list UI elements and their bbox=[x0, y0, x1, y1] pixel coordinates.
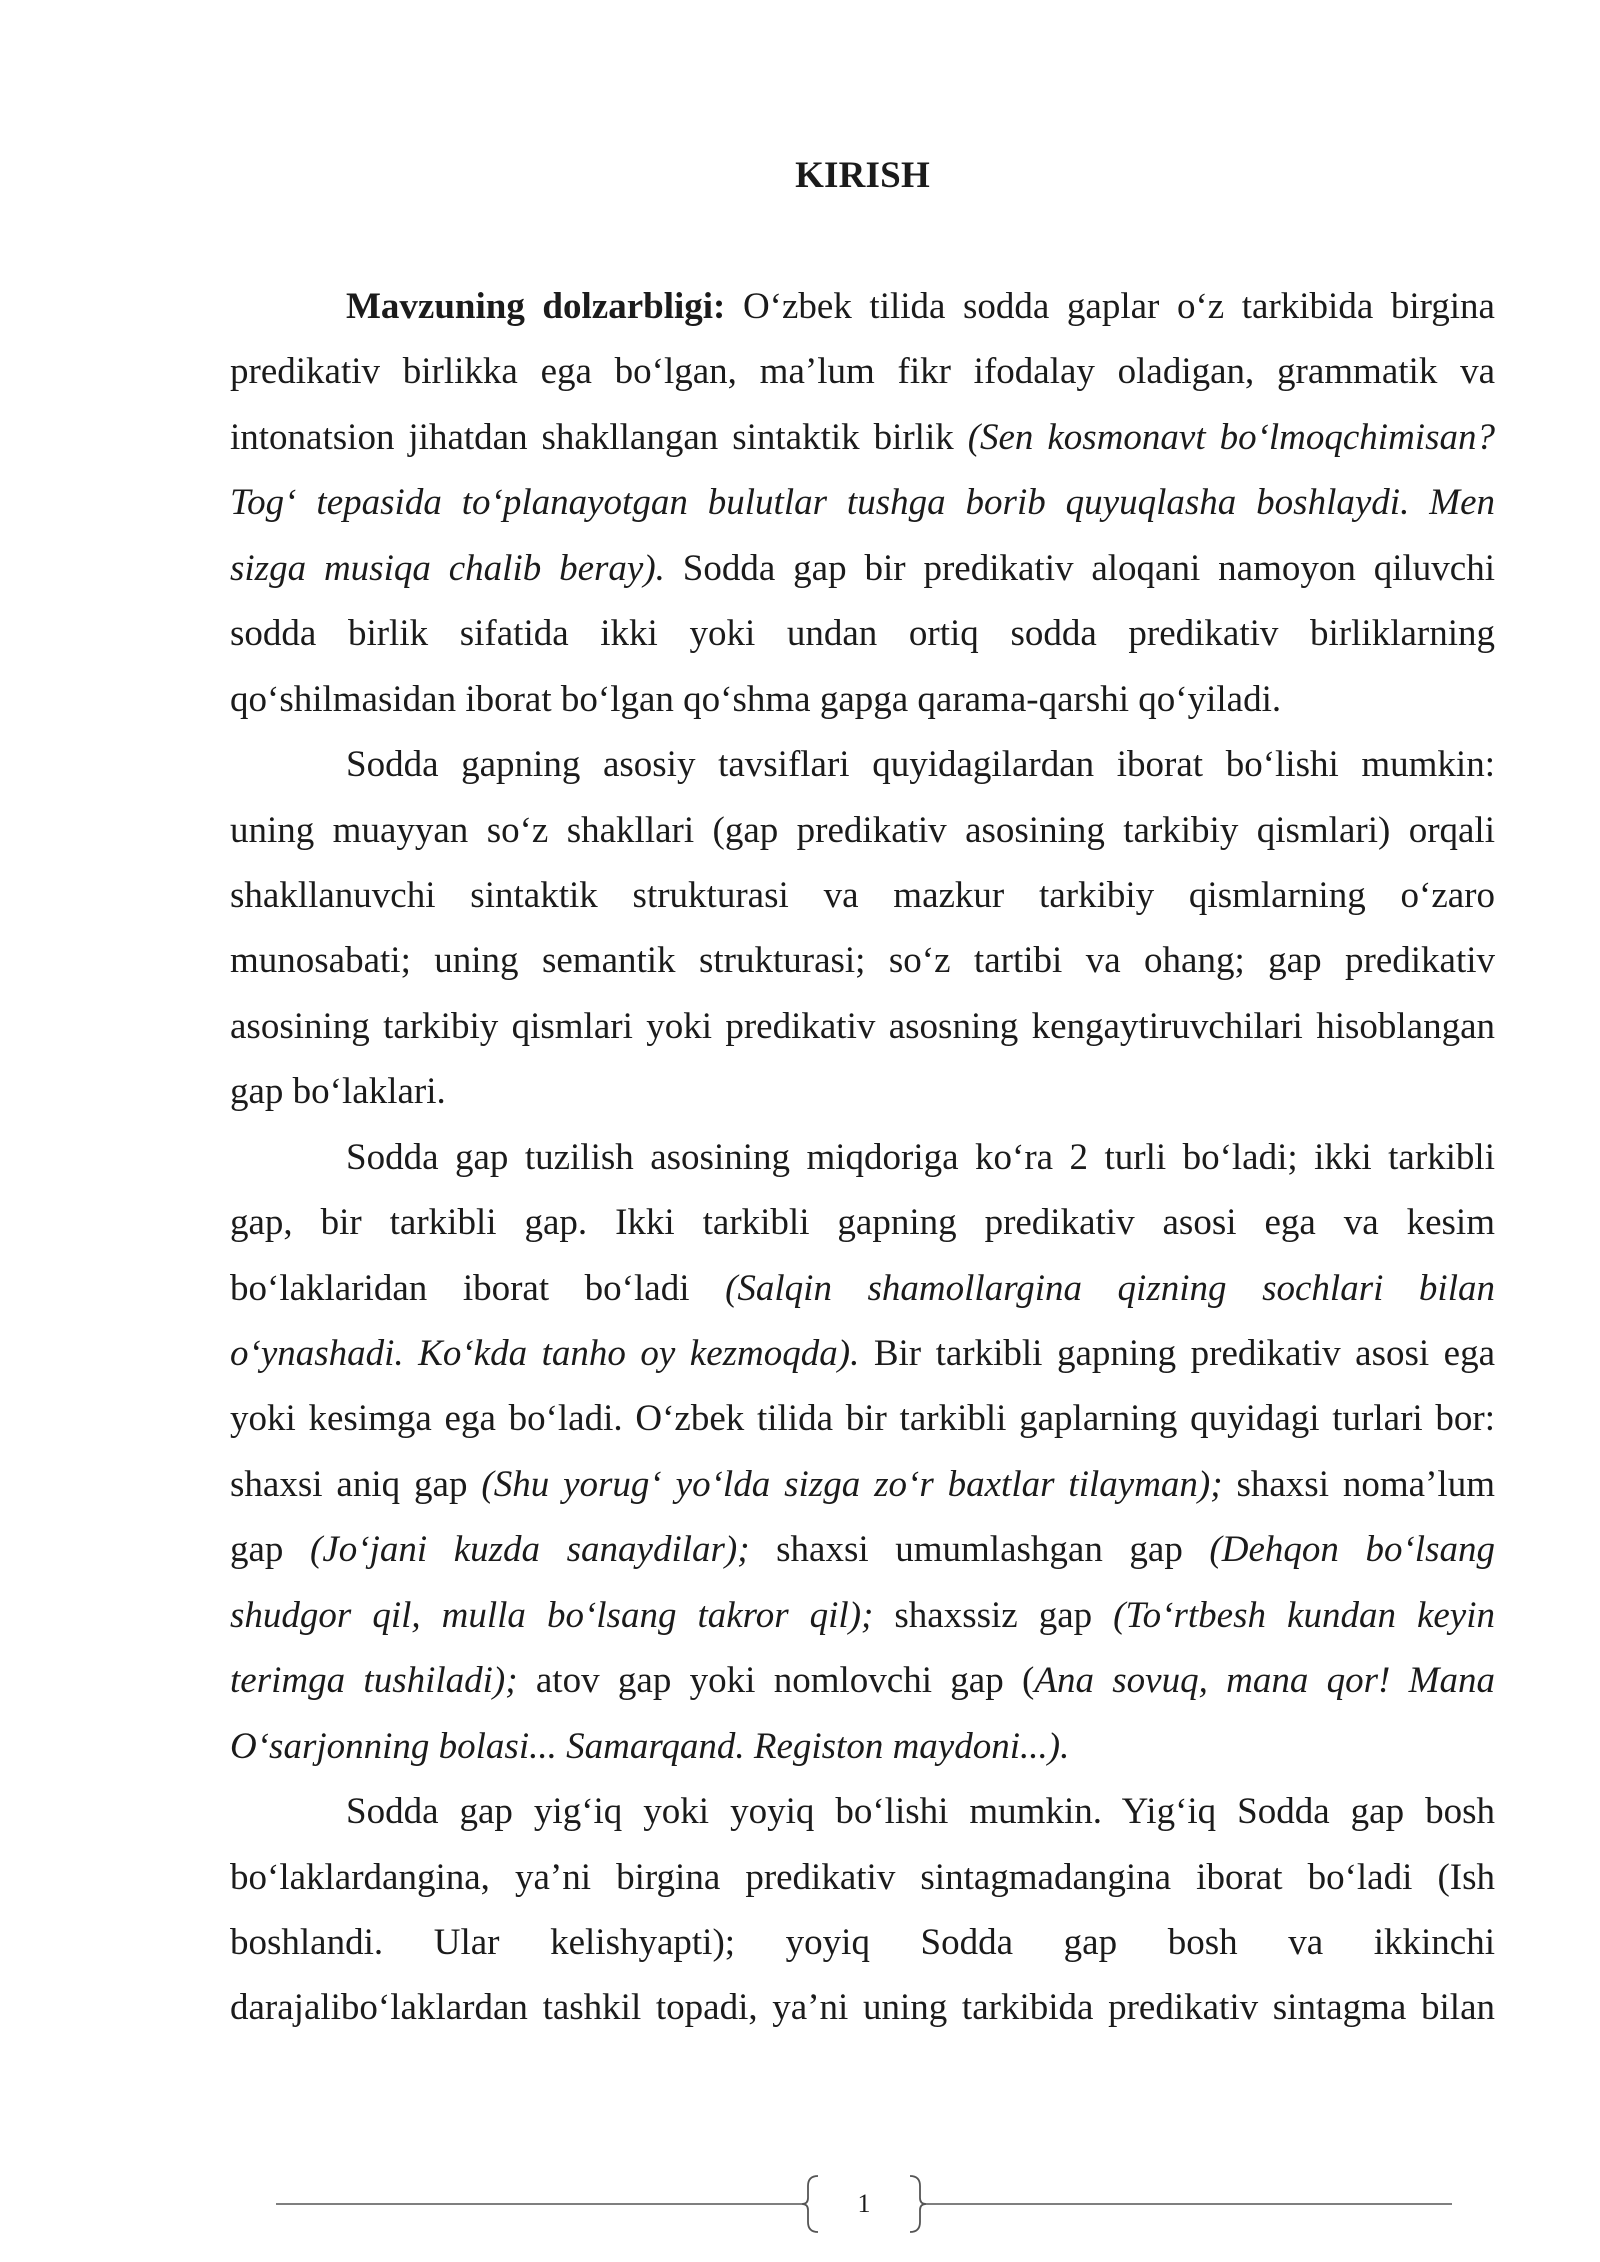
italic-text-run: (To‘rtbesh kundan keyin bbox=[1113, 1594, 1496, 1636]
text-line bbox=[230, 1714, 1495, 1779]
text-line bbox=[230, 863, 1495, 928]
text-run: yoki kesimga ega bo‘ladi. O‘zbek tilida bir tarkibli gaplarning quyidagi turlari bor: bbox=[230, 1398, 1495, 1440]
text-run: Sodda gap tuzilish asosining miqdoriga ko‘ra 2 turli bo‘ladi; ikki tarkibli bbox=[346, 1136, 1495, 1178]
text-line bbox=[230, 1648, 1495, 1713]
text-line bbox=[230, 536, 1495, 601]
text-line bbox=[230, 928, 1495, 993]
text-line bbox=[230, 1779, 1495, 1844]
text-run: Sodda gap yig‘iq yoki yoyiq bo‘lishi mumkin. Yig‘iq Sodda gap bosh bbox=[346, 1791, 1495, 1833]
text-line bbox=[230, 1256, 1495, 1321]
body-text bbox=[230, 274, 1495, 2041]
page-number: 1 bbox=[857, 2189, 871, 2218]
text-line bbox=[230, 339, 1495, 404]
text-run: shaxsi noma’lum bbox=[1222, 1463, 1495, 1505]
text-run: qo‘shilmasidan iborat bo‘lgan qo‘shma gapga qarama-qarshi qo‘yiladi. bbox=[230, 678, 1282, 720]
text-run: asosining tarkibiy qismlari yoki predikativ asosning kengaytiruvchilari hisoblangan bbox=[230, 1005, 1495, 1047]
text-run: sodda birlik sifatida ikki yoki undan ortiq sodda predikativ birliklarning bbox=[230, 613, 1495, 655]
paragraph bbox=[230, 1125, 1495, 1779]
text-run: gap bo‘laklari. bbox=[230, 1071, 446, 1113]
italic-text-run: o‘ynashadi. Ko‘kda tanho oy kezmoqda). bbox=[230, 1333, 860, 1374]
page-number-bracket-right bbox=[910, 2176, 926, 2232]
page-footer-ornament bbox=[0, 2160, 1600, 2250]
paragraph bbox=[230, 732, 1495, 1125]
text-run: Sodda gap bir predikativ aloqani namoyon qiluvchi bbox=[664, 547, 1495, 589]
italic-text-run: shudgor qil, mulla bo‘lsang takror qil); bbox=[230, 1594, 874, 1636]
text-run: boshlandi. Ular kelishyapti); yoyiq Sodda gap bosh va ikkinchi bbox=[230, 1921, 1495, 1963]
text-line bbox=[230, 1386, 1495, 1451]
italic-text-run: (Jo‘jani kuzda sanaydilar); bbox=[310, 1529, 750, 1571]
italic-text-run: (Sen kosmonavt bo‘lmoqchimisan? bbox=[967, 416, 1495, 458]
text-run: uning muayyan so‘z shakllari (gap predikativ asosining tarkibiy qismlari) orqali bbox=[230, 809, 1495, 851]
text-run: Sodda gapning asosiy tavsiflari quyidagilardan iborat bo‘lishi mumkin: bbox=[346, 744, 1495, 786]
text-run: intonatsion jihatdan shakllangan sintaktik birlik bbox=[230, 416, 968, 458]
italic-text-run: (Dehqon bo‘lsang bbox=[1209, 1529, 1495, 1571]
text-line bbox=[230, 994, 1495, 1059]
text-line bbox=[230, 1125, 1495, 1190]
italic-text-run: O‘sarjonning bolasi... Samarqand. Registon maydoni...). bbox=[230, 1725, 1070, 1767]
section-title: KIRISH bbox=[795, 155, 930, 196]
text-run: bo‘laklardangina, ya’ni birgina predikativ sintagmadangina iborat bo‘ladi (Ish bbox=[230, 1856, 1495, 1898]
text-line bbox=[230, 667, 1495, 732]
text-run: O‘zbek tilida sodda gaplar o‘z tarkibida birgina bbox=[725, 286, 1495, 327]
text-line bbox=[230, 1059, 1495, 1124]
text-line bbox=[230, 1517, 1495, 1582]
text-line bbox=[230, 470, 1495, 535]
text-line bbox=[230, 601, 1495, 666]
text-run: shaxsi umumlashgan gap bbox=[749, 1529, 1210, 1571]
paragraph bbox=[230, 274, 1495, 732]
italic-text-run: (Salqin shamollargina qizning sochlari bilan bbox=[725, 1267, 1495, 1309]
text-run: shaxssiz gap bbox=[873, 1594, 1114, 1636]
page-number-bracket-left bbox=[802, 2176, 818, 2232]
text-line bbox=[230, 798, 1495, 863]
text-run: munosabati; uning semantik strukturasi; so‘z tartibi va ohang; gap predikativ bbox=[230, 940, 1495, 982]
italic-text-run: Ana sovuq, mana qor! Mana bbox=[1034, 1660, 1496, 1702]
text-run: atov gap yoki nomlovchi gap ( bbox=[517, 1660, 1035, 1702]
text-run: bo‘laklaridan iborat bo‘ladi bbox=[230, 1267, 726, 1309]
text-line bbox=[230, 732, 1495, 797]
text-run: shaxsi aniq gap bbox=[230, 1463, 482, 1505]
text-line bbox=[230, 274, 1495, 339]
text-line bbox=[230, 1910, 1495, 1975]
text-line bbox=[230, 1845, 1495, 1910]
text-line bbox=[230, 1975, 1495, 2040]
italic-text-run: (Shu yorug‘ yo‘lda sizga zo‘r baxtlar tilayman); bbox=[481, 1463, 1223, 1505]
italic-text-run: Tog‘ tepasida to‘planayotgan bulutlar tushga borib quyuqlasha boshlaydi. Men bbox=[230, 482, 1495, 524]
text-run: Bir tarkibli gapning predikativ asosi ega bbox=[859, 1333, 1495, 1374]
text-line bbox=[230, 1321, 1495, 1386]
text-line bbox=[230, 1190, 1495, 1255]
text-run: gap bbox=[230, 1529, 311, 1571]
text-run: predikativ birlikka ega bo‘lgan, ma’lum fikr ifodalay oladigan, grammatik va bbox=[230, 351, 1495, 393]
text-run: darajalibo‘laklardan tashkil topadi, ya’ni uning tarkibida predikativ sintagma bilan bbox=[230, 1987, 1495, 2029]
italic-text-run: sizga musiqa chalib beray). bbox=[230, 547, 665, 589]
text-line bbox=[230, 1452, 1495, 1517]
text-run: gap, bir tarkibli gap. Ikki tarkibli gapning predikativ asosi ega va kesim bbox=[230, 1202, 1495, 1244]
text-line bbox=[230, 405, 1495, 470]
text-run: shakllanuvchi sintaktik strukturasi va mazkur tarkibiy qismlarning o‘zaro bbox=[230, 874, 1495, 916]
bold-text-run: Mavzuning dolzarbligi: bbox=[346, 286, 726, 327]
italic-text-run: terimga tushiladi); bbox=[230, 1660, 518, 1702]
paragraph bbox=[230, 1779, 1495, 2041]
text-line bbox=[230, 1583, 1495, 1648]
